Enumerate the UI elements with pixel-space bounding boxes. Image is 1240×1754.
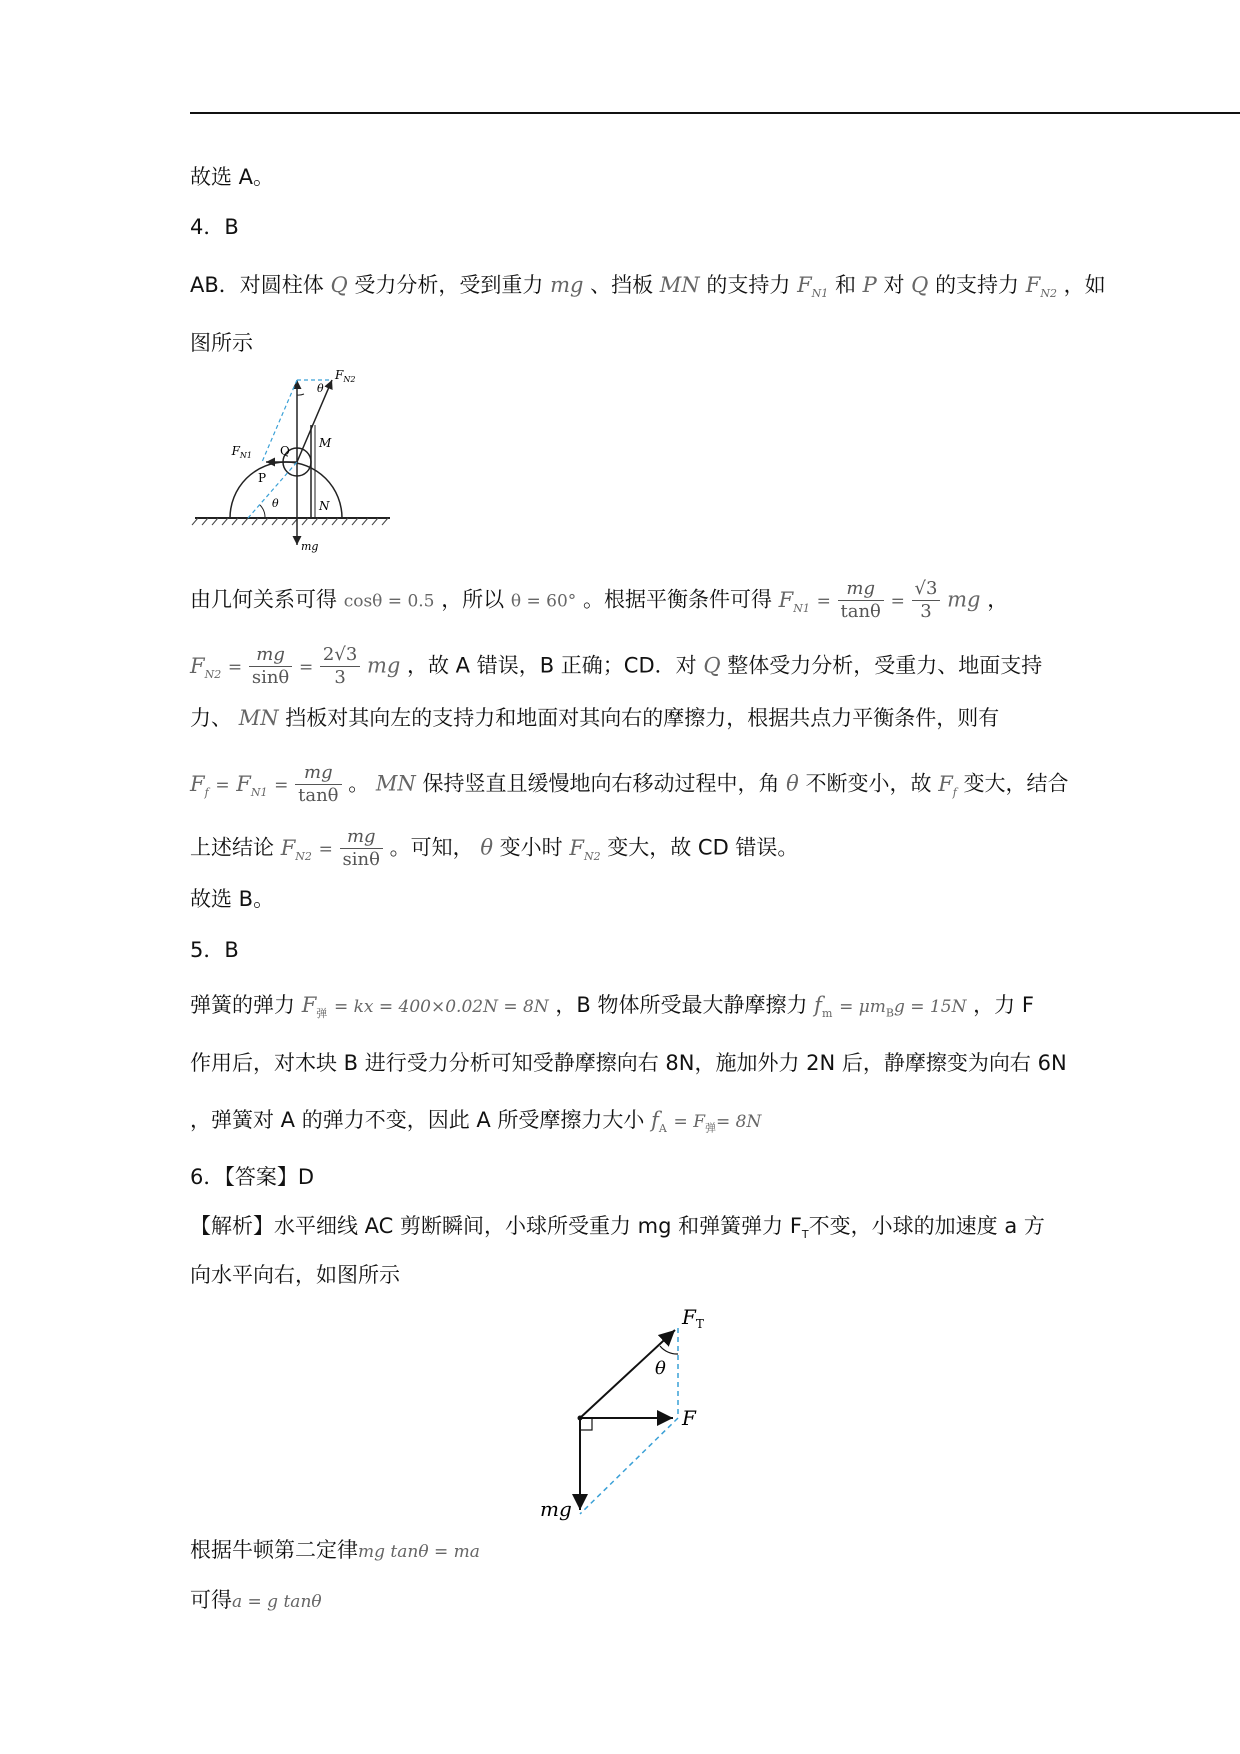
dashed-diagonal xyxy=(580,1418,678,1514)
text-line xyxy=(190,1105,761,1144)
answer-heading-6: 6．【答案】D xyxy=(190,1165,315,1189)
math-eq: = xyxy=(298,657,314,678)
fraction-mg-sin: $\frac{mg}{\sin\theta}$ xyxy=(340,826,383,871)
question-number-5 xyxy=(190,935,239,965)
math-theta: θ xyxy=(786,771,799,796)
math-spring-eq: = kx = 400×0.02N = 8N xyxy=(333,997,549,1017)
text-segment: 。可知， xyxy=(389,835,474,860)
math-newton-law: mg tanθ = ma xyxy=(358,1542,480,1562)
fraction-mg-sin: $\frac{mg}{\sin\theta}$ xyxy=(249,644,292,689)
text-segment: 力、 xyxy=(190,706,232,730)
label-theta-top: θ xyxy=(317,382,324,395)
math-FN1: $F_{N1}$ xyxy=(236,771,268,799)
math-Ff: $F_f$ xyxy=(938,771,957,799)
text-segment: 由几何关系可得 xyxy=(190,587,337,612)
text-line xyxy=(190,644,1042,690)
text-segment: 挡板对其向左的支持力和地面对其向右的摩擦力，根据共点力平衡条件，则有 xyxy=(285,706,1000,730)
label-P: P xyxy=(258,471,267,485)
text-segment: 向水平向右，如图所示 xyxy=(190,1263,400,1287)
text-segment: AB．对圆柱体 xyxy=(190,273,324,297)
text-segment: ，力 F xyxy=(973,993,1034,1017)
text-segment: ，B 物体所受最大静摩擦力 xyxy=(555,993,808,1017)
subscript-T: T xyxy=(801,1228,809,1242)
math-FN2-eq: $F_{N2}$ xyxy=(190,653,222,681)
text-line xyxy=(190,884,274,914)
text-segment: 。 xyxy=(348,771,370,796)
text-segment: 作用后，对木块 B 进行受力分析可知受静摩擦向右 8N，施加外力 2N 后，静摩擦变为向右 6N xyxy=(190,1051,1067,1075)
math-MN: MN xyxy=(659,273,700,297)
math-Q: Q xyxy=(911,273,929,297)
text-line xyxy=(190,990,1034,1029)
answer-heading-5: 5．B xyxy=(190,938,239,962)
math-theta-60: θ = 60° xyxy=(510,591,577,612)
math-FN2: $F_{N2}$ xyxy=(569,835,601,863)
text-line xyxy=(190,1048,1067,1078)
math-theta: θ xyxy=(480,835,493,860)
text-line xyxy=(190,826,798,872)
text-line xyxy=(190,762,1069,808)
fraction-2sqrt3-3: $\frac{2√3}{3}$ xyxy=(320,644,360,689)
text-segment: 整体受力分析，受重力、地面支持 xyxy=(727,653,1043,678)
text-line xyxy=(190,162,274,192)
answer-conclusion-4: 故选 B。 xyxy=(190,887,275,911)
math-FN2: $F_{N2}$ xyxy=(1025,273,1057,301)
math-mg: mg xyxy=(366,653,401,678)
text-segment: 、挡板 xyxy=(590,273,654,297)
question-number-4 xyxy=(190,212,239,242)
text-segment: 可得 xyxy=(190,1588,232,1612)
fraction-mg-tan: $\frac{mg}{\tan\theta}$ xyxy=(295,762,341,807)
header-rule xyxy=(190,112,1240,114)
text-segment: 变大，结合 xyxy=(963,771,1069,796)
label-FN1: $F_{N1}$ xyxy=(231,444,252,460)
math-FN1-eq: $F_{N1}$ xyxy=(778,587,810,615)
label-mg: mg xyxy=(301,540,319,553)
text-segment: ，故 A 错误，B 正确；CD．对 xyxy=(407,653,697,678)
text-segment: 【解析】水平细线 AC 剪断瞬间，小球所受重力 mg 和弹簧弹力 F xyxy=(190,1214,802,1238)
label-F: F xyxy=(682,1406,696,1430)
text-segment: 图所示 xyxy=(190,331,253,355)
angle-arc-bottom xyxy=(260,505,265,518)
text-segment: ，弹簧对 A 的弹力不变，因此 A 所受摩擦力大小 xyxy=(190,1108,645,1132)
text-segment: 保持竖直且缓慢地向右移动过程中，角 xyxy=(422,771,780,796)
fraction-sqrt3-3: $\frac{√3}{3}$ xyxy=(912,578,941,623)
math-eq: = xyxy=(318,839,333,860)
text-line xyxy=(190,328,253,358)
text-segment: 对 xyxy=(883,273,905,297)
math-cos-theta: cosθ = 0.5 xyxy=(343,591,435,612)
text-segment: ，所以 xyxy=(441,587,505,612)
text-line xyxy=(190,703,999,733)
math-acceleration: a = g tanθ xyxy=(232,1592,322,1612)
math-FN2: $F_{N2}$ xyxy=(280,835,312,863)
math-fm: $f_m$ xyxy=(814,993,833,1021)
answer-heading-4: 4．B xyxy=(190,215,239,239)
math-fA-eq: = $F_弹= 8N$ xyxy=(673,1112,762,1135)
math-P: P xyxy=(862,273,877,297)
text-segment: 。根据平衡条件可得 xyxy=(582,587,772,612)
math-fm-eq: = $\mu m_Bg = 15N$ xyxy=(839,997,967,1020)
answer-conclusion-3: 故选 A。 xyxy=(190,165,275,189)
label-N: N xyxy=(319,499,330,513)
math-fA: $f_A$ xyxy=(651,1108,667,1136)
math-eq: = xyxy=(215,775,230,796)
ball-point xyxy=(578,1416,583,1421)
text-line xyxy=(190,578,1008,624)
math-eq: = xyxy=(890,591,905,612)
math-mg: mg xyxy=(550,273,584,297)
text-segment: 变小时 xyxy=(499,835,563,860)
force-diagram-cylinder xyxy=(190,365,410,555)
label-M: M xyxy=(319,436,332,450)
text-line xyxy=(190,1585,322,1617)
fraction-mg-tan: $\frac{mg}{\tan\theta}$ xyxy=(838,578,884,623)
math-Q: Q xyxy=(330,273,348,297)
math-MN: MN xyxy=(238,706,279,730)
label-mg: mg xyxy=(540,1497,572,1521)
text-segment: 受力分析，受到重力 xyxy=(354,273,544,297)
math-Q: Q xyxy=(703,653,721,678)
text-segment: 上述结论 xyxy=(190,835,274,860)
label-theta: θ xyxy=(655,1358,666,1379)
angle-arc-top xyxy=(297,394,304,395)
text-line xyxy=(190,1211,1045,1250)
force-diagram-ball xyxy=(530,1298,730,1528)
text-segment: 不变，小球的加速度 a 方 xyxy=(808,1214,1045,1238)
math-eq: = xyxy=(816,591,831,612)
text-segment: 的支持力 xyxy=(935,273,1020,297)
text-segment: 不断变小，故 xyxy=(805,771,932,796)
text-segment: 根据牛顿第二定律 xyxy=(190,1538,358,1562)
math-mg: mg xyxy=(947,587,981,612)
text-line xyxy=(190,1260,400,1290)
text-segment: 的支持力 xyxy=(706,273,791,297)
text-segment: 弹簧的弹力 xyxy=(190,993,295,1017)
right-angle-marker xyxy=(580,1418,592,1430)
math-F-spring: $F_弹$ xyxy=(301,993,328,1021)
angle-arc-theta xyxy=(660,1346,678,1354)
label-FN2: $F_{N2}$ xyxy=(335,368,356,384)
math-Ff: $F_f$ xyxy=(190,771,209,799)
math-eq: = xyxy=(227,657,243,678)
label-FT: $F_T$ xyxy=(682,1305,704,1331)
math-MN: MN xyxy=(375,771,416,796)
math-eq: = xyxy=(274,775,289,796)
math-FN1: $F_{N1}$ xyxy=(797,273,829,301)
label-Q: Q xyxy=(280,444,290,458)
text-segment: ，如 xyxy=(1063,273,1106,297)
text-segment: 和 xyxy=(834,273,856,297)
question-number-6 xyxy=(190,1162,314,1192)
label-theta-bottom: θ xyxy=(272,497,279,510)
text-segment: ， xyxy=(987,587,1009,612)
text-segment: 变大，故 CD 错误。 xyxy=(607,835,799,860)
ground-hatch xyxy=(192,518,388,525)
text-line xyxy=(190,1535,480,1567)
text-line xyxy=(190,270,1106,309)
